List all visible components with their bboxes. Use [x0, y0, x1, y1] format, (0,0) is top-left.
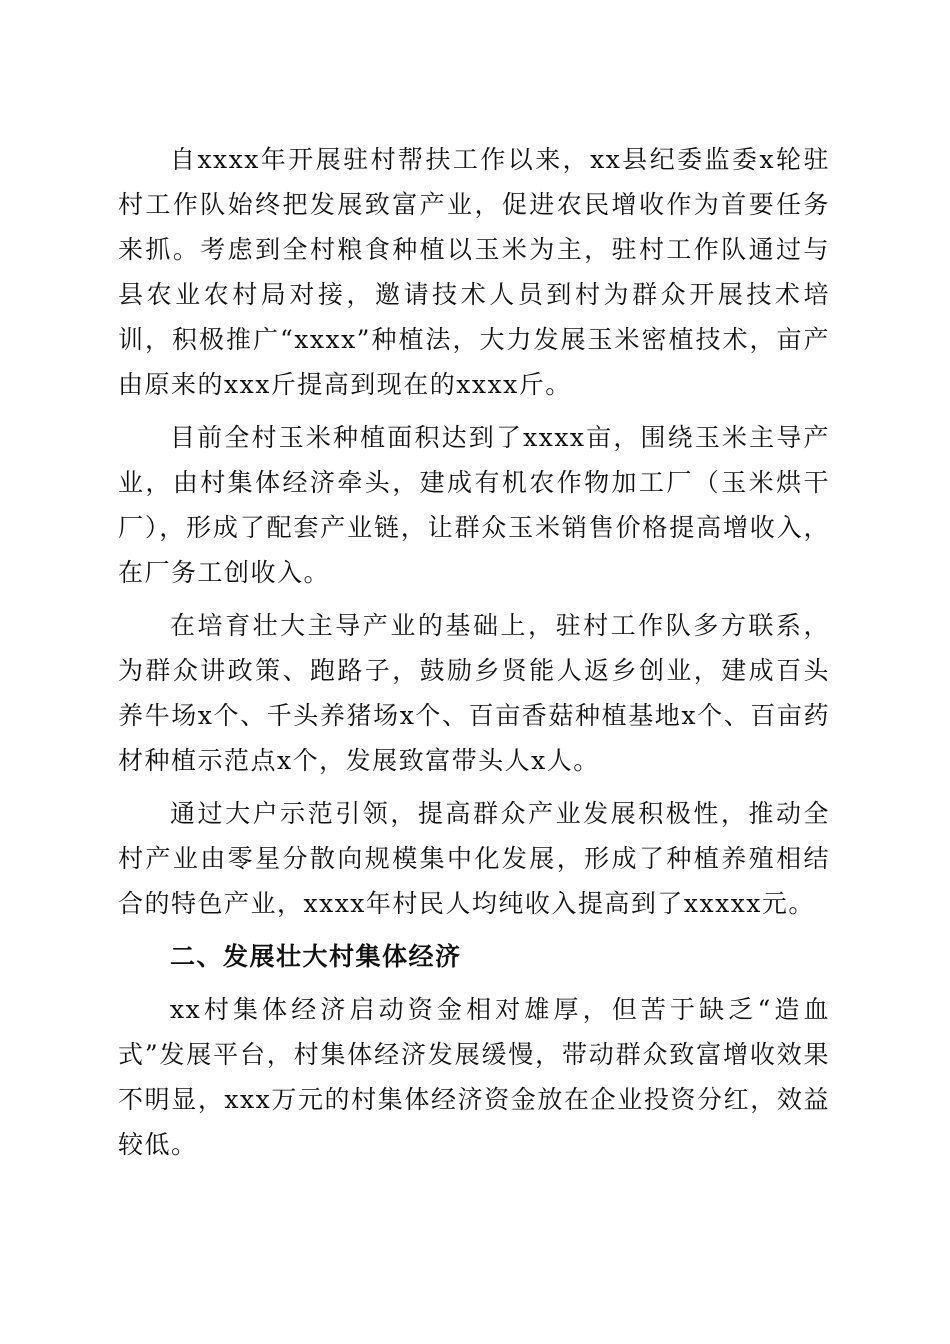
document-body: [118, 137, 830, 1175]
paragraph-entrepreneurship: 在培育壮大主导产业的基础上，驻村工作队多方联系，为群众讲政策、跑路子，鼓励乡贤能人返乡创业，建成百头养牛场x个、千头养猪场x个、百亩香菇种植基地x个、百亩药材种植示范点x个，发展致富带头人x人。: [118, 611, 830, 775]
paragraph-income-growth: 通过大户示范引领，提高群众产业发展积极性，推动全村产业由零星分散向规模集中化发展，形成了种植养殖相结合的特色产业，xxxx年村民人均纯收入提高到了xxxxx元。: [118, 799, 830, 918]
paragraph-collective-economy: xx村集体经济启动资金相对雄厚，但苦于缺乏“造血式”发展平台，村集体经济发展缓慢，带动群众致富增收效果不明显，xxx万元的村集体经济资金放在企业投资分红，效益较低。: [118, 995, 830, 1159]
paragraph-corn-industry-chain: 目前全村玉米种植面积达到了xxxx亩，围绕玉米主导产业，由村集体经济牵头，建成有机农作物加工厂（玉米烘干厂），形成了配套产业链，让群众玉米销售价格提高增收入，在厂务工创收入。: [118, 423, 830, 587]
paragraph-industry-development: 自xxxx年开展驻村帮扶工作以来，xx县纪委监委x轮驻村工作队始终把发展致富产业，促进农民增收作为首要任务来抓。考虑到全村粮食种植以玉米为主，驻村工作队通过与县农业农村局对接，邀请技术人员到村为群众开展技术培训，积极推广“xxxx”种植法，大力发展玉米密植技术，亩产由原来的xxx斤提高到现在的xxxx斤。: [118, 145, 830, 399]
section-heading: 二、发展壮大村集体经济: [170, 942, 462, 971]
